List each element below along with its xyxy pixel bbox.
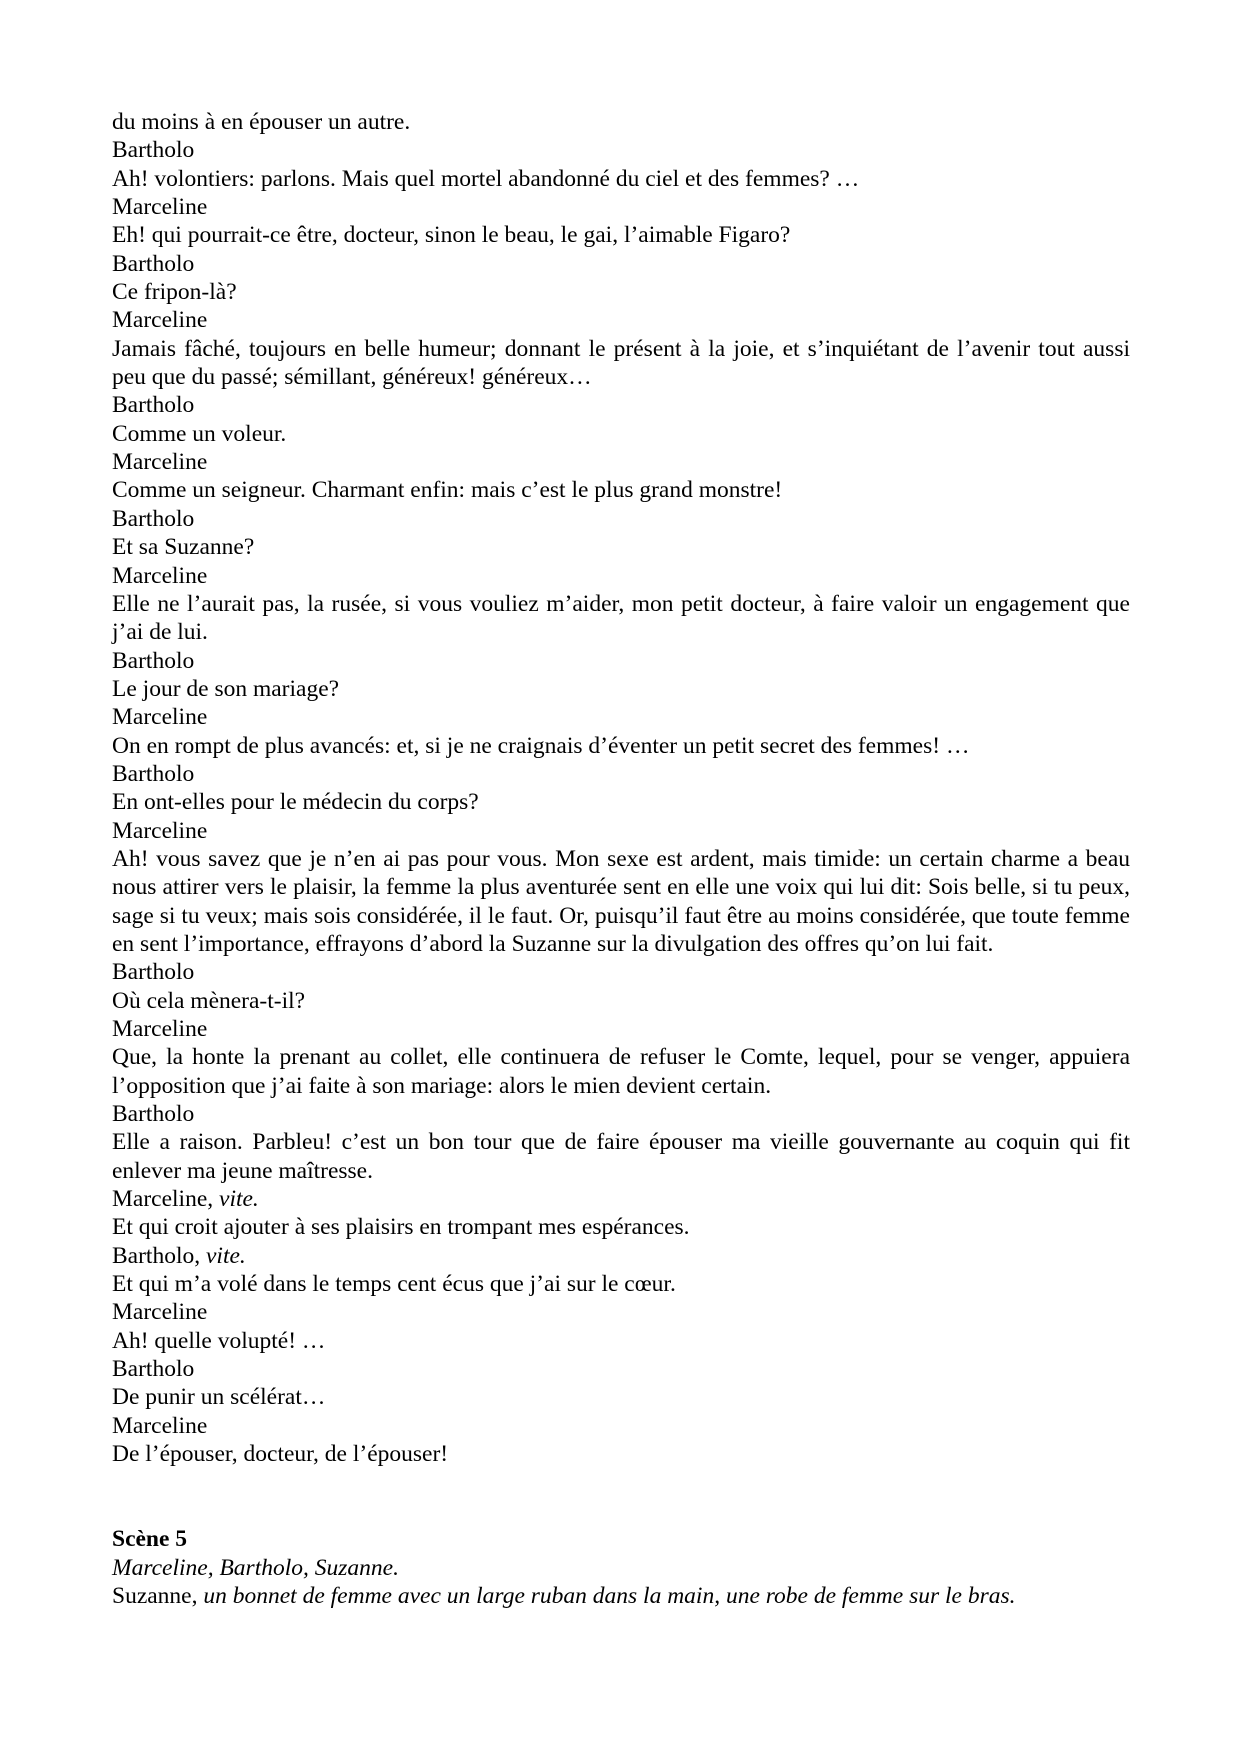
speech-line: du moins à en épouser un autre.	[112, 109, 411, 135]
section-spacer	[112, 1469, 1130, 1526]
speaker-name: Bartholo	[112, 1356, 195, 1383]
dialogue	[112, 108, 1130, 1469]
speech-paragraph: Jamais fâché, toujours en belle humeur; donnant le présent à la joie, et s’inquiétant de l’avenir tout aussi peu que du passé; sémillant, généreux! généreux…	[112, 335, 1130, 391]
speaker-name: Bartholo	[112, 1101, 195, 1128]
speech-line: Comme un seigneur. Charmant enfin: mais c’est le plus grand monstre!	[112, 477, 783, 504]
speech-line: Et qui m’a volé dans le temps cent écus que j’ai sur le cœur.	[112, 1271, 676, 1298]
scene-5	[112, 1525, 1130, 1610]
speech-line: Où cela mènera-t-il?	[112, 987, 306, 1014]
speech-line: Et sa Suzanne?	[112, 534, 255, 561]
speech-line: Le jour de son mariage?	[112, 675, 340, 702]
speaker-name: Marceline	[112, 704, 208, 731]
speaker-name: Bartholo	[112, 392, 195, 419]
speaker-name: Marceline	[112, 307, 208, 334]
speaker-name: Marceline	[112, 1016, 208, 1042]
scene-heading: Scène 5	[112, 1526, 188, 1553]
speaker-name: Marceline	[112, 449, 208, 476]
speech-line: Ah! volontiers: parlons. Mais quel mortel abandonné du ciel et des femmes? …	[112, 165, 860, 192]
speaker-name: Marceline	[112, 562, 208, 589]
speech-paragraph: Que, la honte la prenant au collet, elle continuera de refuser le Comte, lequel, pour se venger, appuiera l’opposition que j’ai faite à son mariage: alors le mien devient certain.	[112, 1044, 1130, 1099]
speaker-name: Marceline	[112, 1299, 208, 1326]
speech-paragraph: Elle a raison. Parbleu! c’est un bon tour que de faire épouser ma vieille gouvernante au coquin qui fit enlever ma jeune maîtresse.	[112, 1129, 1130, 1184]
speech-line: Eh! qui pourrait-ce être, docteur, sinon le beau, le gai, l’aimable Figaro?	[112, 222, 791, 249]
speaker-name: Marceline	[112, 194, 208, 221]
speech-line: De l’épouser, docteur, de l’épouser!	[112, 1441, 449, 1468]
speech-line: De punir un scélérat…	[112, 1384, 326, 1411]
speaker-name: Bartholo	[112, 760, 195, 787]
speaker-name: Bartholo	[112, 250, 195, 277]
direction-text: vite.	[219, 1186, 259, 1213]
speaker-name: Marceline,	[112, 1186, 220, 1213]
speech-line: Comme un voleur.	[112, 420, 287, 447]
scene-characters: Marceline, Bartholo, Suzanne.	[112, 1554, 399, 1581]
speech-line: Ce fripon-là?	[112, 279, 237, 306]
speaker-name: Bartholo	[112, 137, 195, 164]
speaker-name: Bartholo	[112, 959, 195, 986]
speaker-with-direction	[112, 1185, 1130, 1213]
speaker-name: Marceline	[112, 817, 208, 844]
speech-paragraph: Elle ne l’aurait pas, la rusée, si vous vouliez m’aider, mon petit docteur, à faire valoir un engagement que j’ai de lui.	[112, 590, 1130, 646]
speaker-name: Bartholo	[112, 647, 195, 674]
speech-line: En ont-elles pour le médecin du corps?	[112, 789, 479, 816]
speech-paragraph: Ah! vous savez que je n’en ai pas pour vous. Mon sexe est ardent, mais timide: un certain charme a beau nous attirer vers le plaisir, la femme la plus aventurée sent en elle une voix qui lui dit: Sois belle, si tu peux, sage si tu veux; mais sois considérée, il le faut. Or, puisqu’il faut être au moins considérée, que toute femme en sent l’importance, effrayons d’abord la Suzanne sur la divulgation des offres qu’on lui fait.	[112, 845, 1130, 957]
speaker-with-direction	[112, 1242, 1130, 1270]
speaker-name: Marceline	[112, 1412, 208, 1439]
speaker-name: Bartholo	[112, 505, 195, 532]
speech-line: Ah! quelle volupté! …	[112, 1327, 326, 1354]
document-page	[112, 108, 1130, 1610]
speaker-name: Suzanne,	[112, 1582, 204, 1609]
direction-text: vite.	[206, 1242, 246, 1269]
speech-line: On en rompt de plus avancés: et, si je ne craignais d’éventer un petit secret des femmes! …	[112, 732, 970, 759]
direction-text: un bonnet de femme avec un large ruban dans la main, une robe de femme sur le bras.	[203, 1582, 1016, 1609]
speech-line: Et qui croit ajouter à ses plaisirs en trompant mes espérances.	[112, 1214, 690, 1241]
speaker-name: Bartholo,	[112, 1242, 206, 1269]
stage-direction	[112, 1582, 1130, 1610]
